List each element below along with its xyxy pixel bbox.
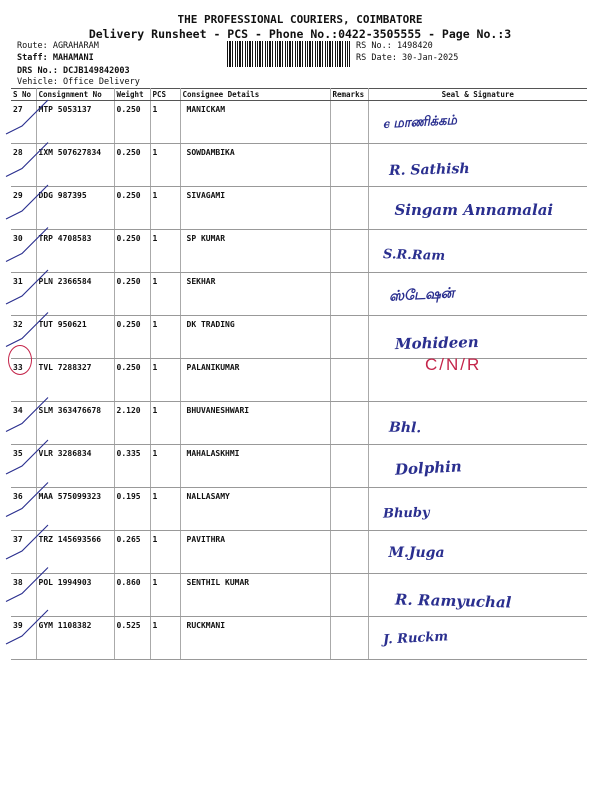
cell-weight: 0.195 <box>114 488 150 531</box>
vehicle-label: Vehicle: Office Delivery <box>17 77 140 87</box>
rs-number: RS No.: 1498420 <box>356 41 433 51</box>
cell-sno: 34 <box>11 402 36 445</box>
cell-sno: 35 <box>11 445 36 488</box>
table-row <box>11 488 587 531</box>
cell-sno: 38 <box>11 574 36 617</box>
cell-remarks <box>330 617 368 660</box>
handwritten-signature: M.Juga <box>388 545 445 561</box>
handwritten-signature: Singam Annamalai <box>394 201 554 219</box>
barcode <box>227 41 350 67</box>
column-header: S No <box>11 89 36 101</box>
handwritten-signature: Mohideen <box>394 332 479 354</box>
cell-sno: 39 <box>11 617 36 660</box>
cell-consignee: MAHALASKHMI <box>180 445 330 488</box>
rs-date: RS Date: 30-Jan-2025 <box>356 53 459 63</box>
cell-weight: 2.120 <box>114 402 150 445</box>
cell-pcs: 1 <box>150 402 180 445</box>
cell-pcs: 1 <box>150 316 180 359</box>
cell-pcs: 1 <box>150 187 180 230</box>
cell-sno: 36 <box>11 488 36 531</box>
cell-consignee: SOWDAMBIKA <box>180 144 330 187</box>
cell-consignee: BHUVANESHWARI <box>180 402 330 445</box>
cell-consignment: TRZ 145693566 <box>36 531 114 574</box>
cell-pcs: 1 <box>150 144 180 187</box>
cell-consignment: VLR 3286834 <box>36 445 114 488</box>
cell-pcs: 1 <box>150 101 180 144</box>
cell-consignee: PAVITHRA <box>180 531 330 574</box>
cell-weight: 0.250 <box>114 359 150 402</box>
cell-pcs: 1 <box>150 531 180 574</box>
cell-consignment: TUT 950621 <box>36 316 114 359</box>
column-header: Consignee Details <box>180 89 330 101</box>
handwritten-signature: R. Ramyuchal <box>394 590 512 612</box>
cell-consignment: DDG 987395 <box>36 187 114 230</box>
cell-pcs: 1 <box>150 488 180 531</box>
table-row <box>11 187 587 230</box>
cell-consignment: GYM 1108382 <box>36 617 114 660</box>
cell-consignment: MAA 575099323 <box>36 488 114 531</box>
signature-cell <box>368 574 587 617</box>
cell-remarks <box>330 187 368 230</box>
staff-label: Staff: MAHAMANI <box>17 53 94 63</box>
handwritten-signature: S.R.Ram <box>382 247 445 264</box>
cell-sno: 32 <box>11 316 36 359</box>
cell-remarks <box>330 273 368 316</box>
signature-cell <box>368 144 587 187</box>
signature-cell <box>368 402 587 445</box>
column-header: Remarks <box>330 89 368 101</box>
cell-sno: 30 <box>11 230 36 273</box>
cell-consignment: TVL 7288327 <box>36 359 114 402</box>
table-row <box>11 273 587 316</box>
cell-consignee: DK TRADING <box>180 316 330 359</box>
handwritten-signature: ⲉ மாணிக்கம் <box>382 113 457 132</box>
cell-pcs: 1 <box>150 359 180 402</box>
cell-weight: 0.250 <box>114 316 150 359</box>
cell-sno: 31 <box>11 273 36 316</box>
cell-consignment: POL 1994903 <box>36 574 114 617</box>
cell-pcs: 1 <box>150 445 180 488</box>
cell-pcs: 1 <box>150 574 180 617</box>
table-row <box>11 531 587 574</box>
signature-cell <box>368 617 587 660</box>
column-header: PCS <box>150 89 180 101</box>
cell-weight: 0.860 <box>114 574 150 617</box>
cell-sno: 33 <box>11 359 36 402</box>
cell-consignee: RUCKMANI <box>180 617 330 660</box>
cell-consignment: MTP 5053137 <box>36 101 114 144</box>
column-header: Weight <box>114 89 150 101</box>
table-row <box>11 101 587 144</box>
table-row <box>11 574 587 617</box>
cell-consignee: NALLASAMY <box>180 488 330 531</box>
handwritten-signature: Bhuby <box>382 505 430 522</box>
cell-remarks <box>330 316 368 359</box>
cell-weight: 0.250 <box>114 273 150 316</box>
table-row <box>11 359 587 402</box>
cell-sno: 28 <box>11 144 36 187</box>
cell-remarks <box>330 101 368 144</box>
handwritten-signature: Dolphin <box>394 457 462 479</box>
cell-consignment: IXM 507627834 <box>36 144 114 187</box>
cell-weight: 0.250 <box>114 187 150 230</box>
handwritten-signature: J. Ruckm <box>382 629 448 648</box>
cell-remarks <box>330 531 368 574</box>
cell-consignment: TRP 4708583 <box>36 230 114 273</box>
cell-pcs: 1 <box>150 617 180 660</box>
table-header-row <box>11 89 587 101</box>
company-title: THE PROFESSIONAL COURIERS, COIMBATORE <box>177 13 423 26</box>
table-row <box>11 230 587 273</box>
cell-weight: 0.525 <box>114 617 150 660</box>
cell-remarks <box>330 574 368 617</box>
cell-remarks <box>330 445 368 488</box>
cell-consignee: MANICKAM <box>180 101 330 144</box>
cell-remarks <box>330 488 368 531</box>
cell-consignee: SIVAGAMI <box>180 187 330 230</box>
cell-weight: 0.335 <box>114 445 150 488</box>
cell-sno: 29 <box>11 187 36 230</box>
cell-weight: 0.265 <box>114 531 150 574</box>
signature-cell <box>368 101 587 144</box>
runsheet-subtitle: Delivery Runsheet - PCS - Phone No.:0422-3505555 - Page No.:3 <box>88 27 512 41</box>
cell-remarks <box>330 230 368 273</box>
cell-consignee: SEKHAR <box>180 273 330 316</box>
cell-consignee: PALANIKUMAR <box>180 359 330 402</box>
signature-cell <box>368 187 587 230</box>
cell-remarks <box>330 359 368 402</box>
route-label: Route: AGRAHARAM <box>17 41 99 51</box>
cell-pcs: 1 <box>150 273 180 316</box>
handwritten-signature: ஸ்டேஷன் <box>388 285 455 305</box>
column-header: Seal & Signature <box>368 89 587 101</box>
handwritten-signature: R. Sathish <box>388 160 470 180</box>
remark-annotation: C/N/R <box>425 355 482 374</box>
cell-sno: 27 <box>11 101 36 144</box>
signature-cell <box>368 488 587 531</box>
cell-weight: 0.250 <box>114 230 150 273</box>
table-row <box>11 402 587 445</box>
table-row <box>11 316 587 359</box>
table-row <box>11 445 587 488</box>
cell-pcs: 1 <box>150 230 180 273</box>
runsheet-table <box>11 88 587 660</box>
cell-remarks <box>330 402 368 445</box>
cell-consignment: SLM 363476678 <box>36 402 114 445</box>
cell-weight: 0.250 <box>114 144 150 187</box>
signature-cell <box>368 273 587 316</box>
cell-weight: 0.250 <box>114 101 150 144</box>
cell-consignee: SP KUMAR <box>180 230 330 273</box>
signature-cell <box>368 316 587 359</box>
cell-consignment: PLN 2366584 <box>36 273 114 316</box>
red-circle-mark <box>8 345 32 375</box>
handwritten-signature: Bhl. <box>388 419 421 437</box>
table-row <box>11 617 587 660</box>
signature-cell <box>368 445 587 488</box>
signature-cell <box>368 230 587 273</box>
column-header: Consignment No <box>36 89 114 101</box>
cell-sno: 37 <box>11 531 36 574</box>
cell-consignee: SENTHIL KUMAR <box>180 574 330 617</box>
signature-cell <box>368 531 587 574</box>
drs-number: DRS No.: DCJB149842003 <box>17 66 130 76</box>
table-row <box>11 144 587 187</box>
cell-remarks <box>330 144 368 187</box>
